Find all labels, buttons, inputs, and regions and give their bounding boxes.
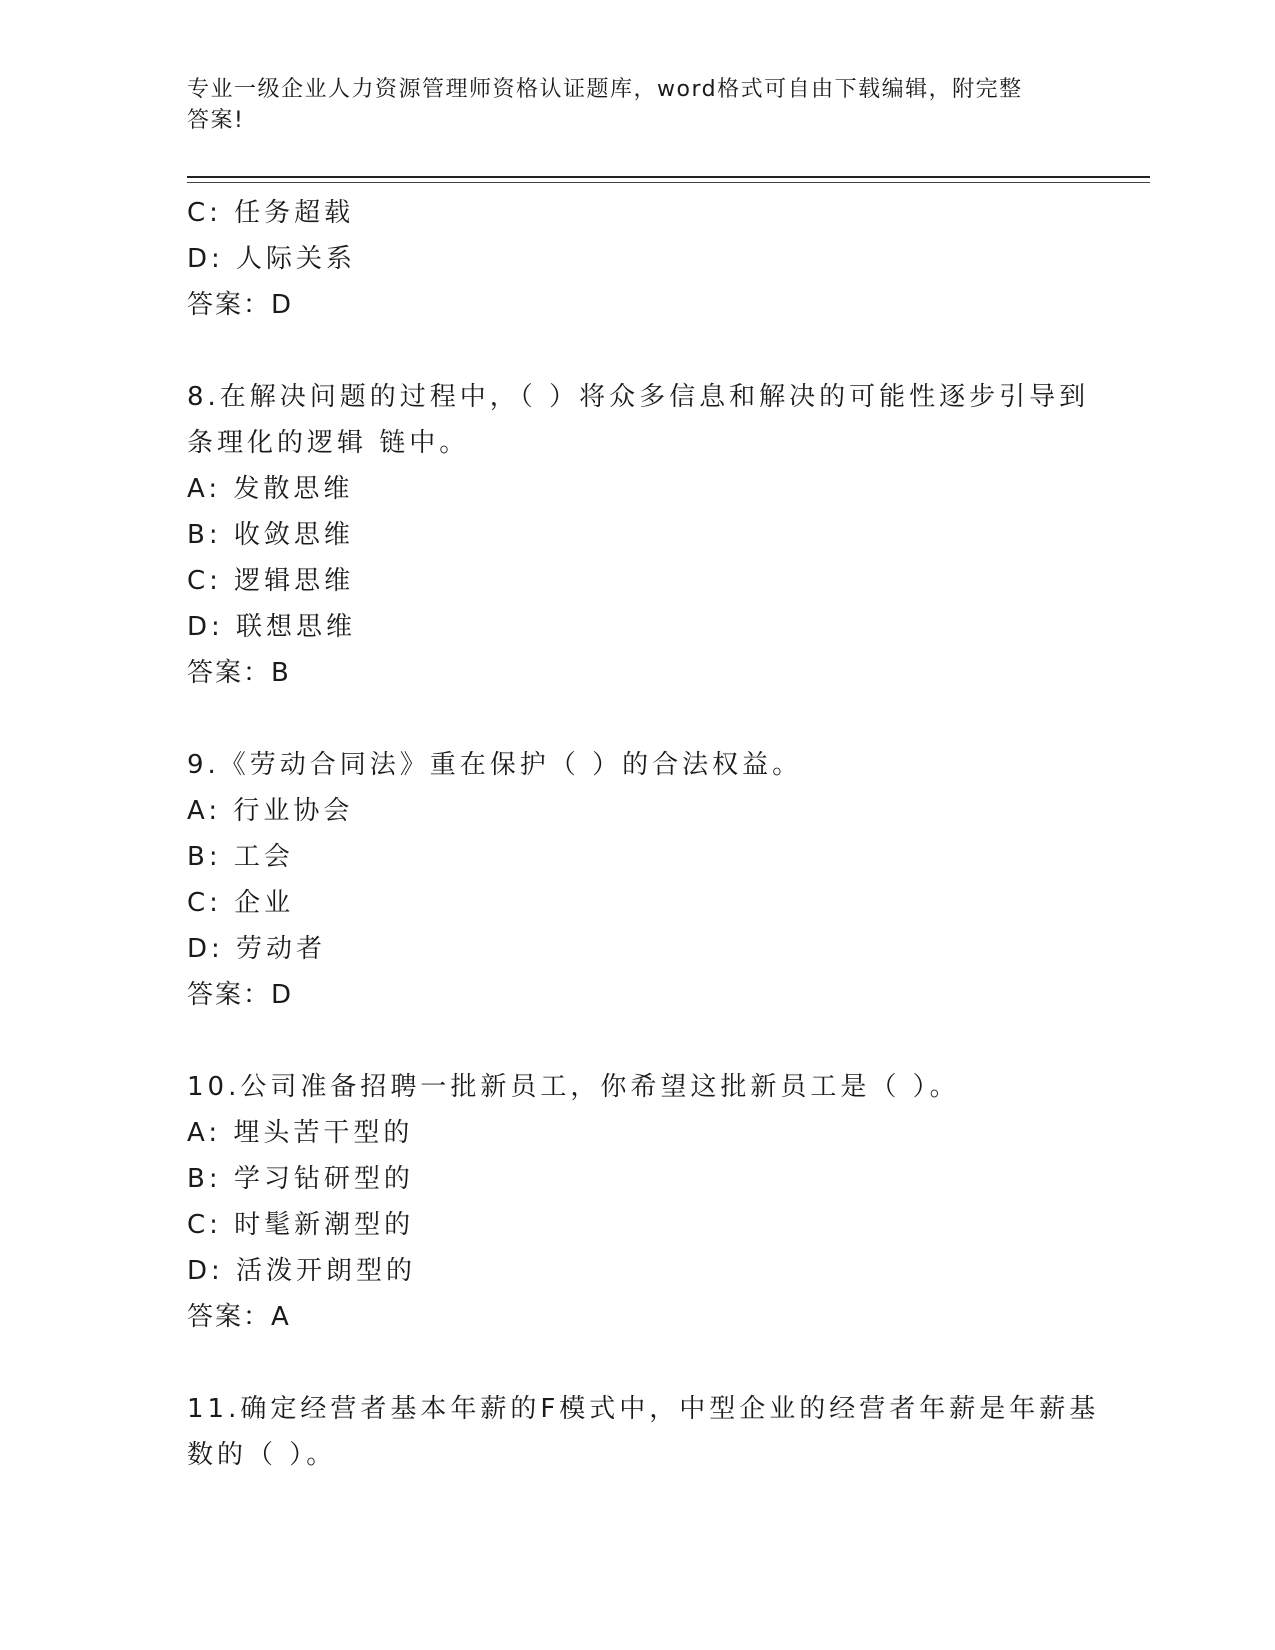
header-divider-thin bbox=[187, 182, 1150, 183]
question-stem: 10.公司准备招聘一批新员工，你希望这批新员工是（ ）。 bbox=[187, 1072, 960, 1102]
option-b: B: 工会 bbox=[187, 842, 294, 872]
option-d: D: 人际关系 bbox=[187, 244, 357, 274]
option-b: B: 收敛思维 bbox=[187, 520, 354, 550]
answer-line: 答案：A bbox=[187, 1302, 291, 1332]
header-divider-thick bbox=[187, 176, 1150, 178]
option-c: C: 任务超载 bbox=[187, 198, 355, 228]
document-header bbox=[187, 74, 1067, 136]
question-stem: 11.确定经营者基本年薪的F模式中，中型企业的经营者年薪是年薪基 bbox=[187, 1394, 1100, 1424]
question-stem: 条理化的逻辑 链中。 bbox=[187, 428, 470, 458]
option-d: D: 联想思维 bbox=[187, 612, 357, 642]
option-d: D: 活泼开朗型的 bbox=[187, 1256, 417, 1286]
answer-line: 答案：B bbox=[187, 658, 291, 688]
question-block bbox=[187, 374, 1090, 696]
option-c: C: 企业 bbox=[187, 888, 295, 918]
option-d: D: 劳动者 bbox=[187, 934, 327, 964]
question-stem: 8.在解决问题的过程中，（ ）将众多信息和解决的可能性逐步引导到 bbox=[187, 382, 1090, 412]
question-block bbox=[187, 1386, 1100, 1478]
option-a: A: 埋头苦干型的 bbox=[187, 1118, 414, 1148]
header-line-1: 专业一级企业人力资源管理师资格认证题库，word格式可自由下载编辑，附完整 bbox=[187, 77, 1023, 102]
question-stem: 9.《劳动合同法》重在保护（ ）的合法权益。 bbox=[187, 750, 803, 780]
question-block bbox=[187, 1064, 1087, 1340]
question-block bbox=[187, 742, 1087, 1018]
prev-question-block bbox=[187, 190, 1087, 328]
option-a: A: 发散思维 bbox=[187, 474, 354, 504]
question-content bbox=[187, 190, 1100, 1478]
option-c: C: 逻辑思维 bbox=[187, 566, 355, 596]
option-b: B: 学习钻研型的 bbox=[187, 1164, 414, 1194]
answer-line: 答案：D bbox=[187, 980, 294, 1010]
header-line-2: 答案! bbox=[187, 108, 245, 133]
answer-line: 答案：D bbox=[187, 290, 294, 320]
option-a: A: 行业协会 bbox=[187, 796, 354, 826]
option-c: C: 时髦新潮型的 bbox=[187, 1210, 415, 1240]
question-stem: 数的（ ）。 bbox=[187, 1440, 337, 1470]
